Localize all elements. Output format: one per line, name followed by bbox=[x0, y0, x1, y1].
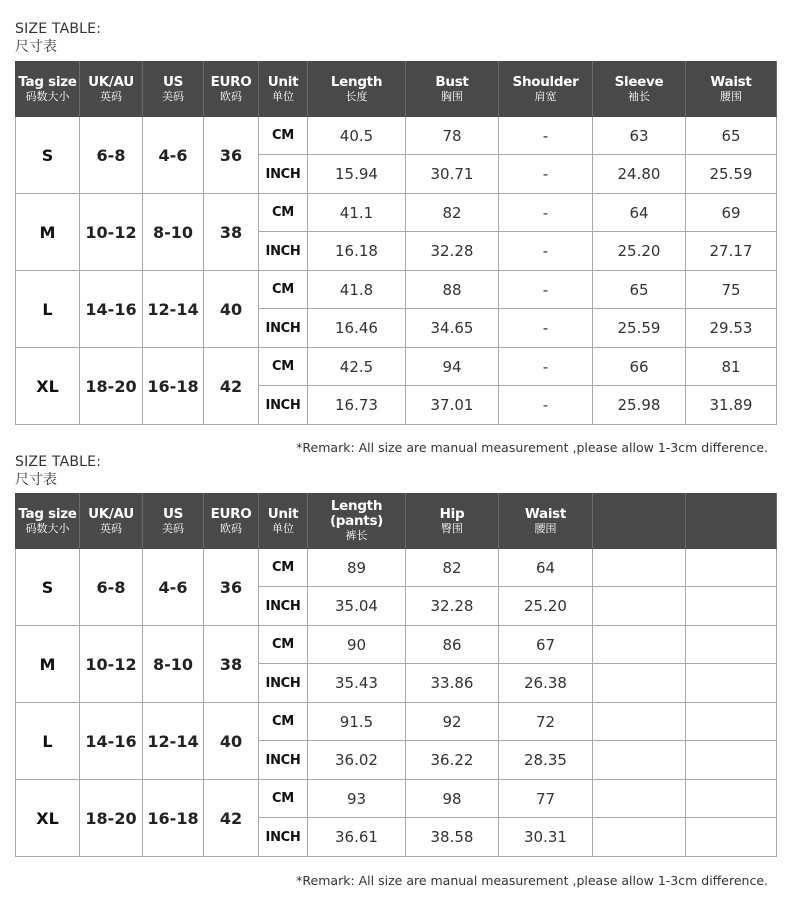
euro-size-cell: 40 bbox=[204, 271, 259, 348]
measurement-cell: - bbox=[499, 386, 593, 425]
unit-cell: CM bbox=[259, 194, 308, 232]
header-en: Bust bbox=[435, 73, 469, 90]
measurement-cell bbox=[593, 741, 686, 780]
header-cn: 腰围 bbox=[720, 89, 742, 103]
measurement-cell: 90 bbox=[308, 626, 406, 664]
unit-cell: INCH bbox=[259, 664, 308, 703]
header-en: UK/AU bbox=[88, 505, 134, 522]
column-header bbox=[259, 494, 308, 549]
header-row bbox=[16, 494, 777, 549]
uk-size-cell: 18-20 bbox=[80, 348, 143, 425]
measurement-cell bbox=[593, 818, 686, 857]
uk-size-cell: 14-16 bbox=[80, 703, 143, 780]
measurement-cell: 75 bbox=[686, 271, 777, 309]
header-en: Waist bbox=[710, 73, 752, 90]
header-en: EURO bbox=[210, 73, 252, 90]
title-en: SIZE TABLE: bbox=[15, 21, 102, 37]
tag-size-cell: S bbox=[16, 117, 80, 194]
measurement-cell: 35.04 bbox=[308, 587, 406, 626]
measurement-cell: - bbox=[499, 117, 593, 155]
title-cn: 尺寸表 bbox=[15, 472, 57, 488]
measurement-cell: 32.28 bbox=[406, 232, 499, 271]
unit-cell: CM bbox=[259, 271, 308, 309]
measurement-cell bbox=[593, 587, 686, 626]
measurement-cell: 94 bbox=[406, 348, 499, 386]
table-row bbox=[16, 626, 777, 664]
measurement-cell: 15.94 bbox=[308, 155, 406, 194]
measurement-cell: 35.43 bbox=[308, 664, 406, 703]
column-header bbox=[686, 494, 777, 549]
column-header bbox=[406, 494, 499, 549]
measurement-cell: 88 bbox=[406, 271, 499, 309]
table-row bbox=[16, 549, 777, 587]
unit-cell: INCH bbox=[259, 741, 308, 780]
unit-cell: CM bbox=[259, 780, 308, 818]
header-cn: 长度 bbox=[345, 89, 368, 103]
column-header bbox=[16, 494, 80, 549]
measurement-cell: 36.22 bbox=[406, 741, 499, 780]
measurement-cell bbox=[593, 626, 686, 664]
header-cn: 袖长 bbox=[628, 89, 650, 103]
uk-size-cell: 10-12 bbox=[80, 626, 143, 703]
measurement-cell: 77 bbox=[499, 780, 593, 818]
euro-size-cell: 40 bbox=[204, 703, 259, 780]
measurement-cell: 81 bbox=[686, 348, 777, 386]
euro-size-cell: 36 bbox=[204, 117, 259, 194]
measurement-cell: 93 bbox=[308, 780, 406, 818]
unit-cell: INCH bbox=[259, 232, 308, 271]
header-en: Unit bbox=[267, 73, 299, 90]
euro-size-cell: 38 bbox=[204, 626, 259, 703]
measurement-cell: 31.89 bbox=[686, 386, 777, 425]
measurement-cell: - bbox=[499, 271, 593, 309]
measurement-cell: 29.53 bbox=[686, 309, 777, 348]
tag-size-cell: L bbox=[16, 271, 80, 348]
measurement-cell: - bbox=[499, 309, 593, 348]
measurement-cell: 98 bbox=[406, 780, 499, 818]
header-cn: 臀围 bbox=[441, 521, 463, 535]
table-row bbox=[16, 780, 777, 818]
measurement-cell: 82 bbox=[406, 194, 499, 232]
measurement-cell: 33.86 bbox=[406, 664, 499, 703]
unit-cell: INCH bbox=[259, 155, 308, 194]
measurement-cell: 65 bbox=[686, 117, 777, 155]
header-cn: 腰围 bbox=[534, 521, 557, 535]
measurement-cell bbox=[686, 818, 777, 857]
measurement-cell: 37.01 bbox=[406, 386, 499, 425]
tag-size-cell: M bbox=[16, 194, 80, 271]
table-row bbox=[16, 703, 777, 741]
measurement-cell: 78 bbox=[406, 117, 499, 155]
measurement-cell bbox=[593, 549, 686, 587]
column-header bbox=[499, 494, 593, 549]
header-cn: 单位 bbox=[272, 521, 294, 535]
column-header bbox=[308, 494, 406, 549]
measurement-cell bbox=[593, 780, 686, 818]
measurement-cell: 16.46 bbox=[308, 309, 406, 348]
tag-size-cell: S bbox=[16, 549, 80, 626]
header-cn: 单位 bbox=[272, 89, 294, 103]
header-cn: 肩宽 bbox=[534, 89, 557, 103]
header-cn: 英码 bbox=[100, 89, 122, 103]
euro-size-cell: 38 bbox=[204, 194, 259, 271]
measurement-cell: 25.98 bbox=[593, 386, 686, 425]
measurement-cell bbox=[593, 703, 686, 741]
euro-size-cell: 36 bbox=[204, 549, 259, 626]
measurement-cell: 26.38 bbox=[499, 664, 593, 703]
header-cn: 美码 bbox=[162, 521, 184, 535]
tag-size-cell: M bbox=[16, 626, 80, 703]
measurement-cell: 69 bbox=[686, 194, 777, 232]
measurement-cell: 24.80 bbox=[593, 155, 686, 194]
us-size-cell: 16-18 bbox=[143, 780, 204, 857]
uk-size-cell: 6-8 bbox=[80, 117, 143, 194]
tag-size-cell: XL bbox=[16, 780, 80, 857]
uk-size-cell: 6-8 bbox=[80, 549, 143, 626]
measurement-cell: - bbox=[499, 348, 593, 386]
measurement-cell bbox=[686, 741, 777, 780]
measurement-cell: 42.5 bbox=[308, 348, 406, 386]
header-en: Waist bbox=[524, 505, 567, 522]
remark-note: *Remark: All size are manual measurement ,please allow 1-3cm difference. bbox=[296, 440, 768, 455]
header-en: Shoulder bbox=[512, 73, 579, 90]
column-header bbox=[204, 494, 259, 549]
us-size-cell: 4-6 bbox=[143, 549, 204, 626]
measurement-cell: 34.65 bbox=[406, 309, 499, 348]
measurement-cell bbox=[686, 780, 777, 818]
title-en: SIZE TABLE: bbox=[15, 454, 102, 470]
measurement-cell: 28.35 bbox=[499, 741, 593, 780]
header-en: UK/AU bbox=[88, 73, 134, 90]
header-en: Length (pants) bbox=[329, 498, 384, 529]
title-cn: 尺寸表 bbox=[15, 39, 57, 55]
measurement-cell: 89 bbox=[308, 549, 406, 587]
tag-size-cell: XL bbox=[16, 348, 80, 425]
header-cn: 英码 bbox=[100, 521, 122, 535]
measurement-cell bbox=[686, 664, 777, 703]
measurement-cell: 86 bbox=[406, 626, 499, 664]
measurement-cell: 32.28 bbox=[406, 587, 499, 626]
measurement-cell: 25.59 bbox=[686, 155, 777, 194]
measurement-cell: 64 bbox=[499, 549, 593, 587]
header-en: Sleeve bbox=[614, 73, 664, 90]
measurement-cell bbox=[686, 703, 777, 741]
unit-cell: CM bbox=[259, 703, 308, 741]
unit-cell: INCH bbox=[259, 386, 308, 425]
remark-note: *Remark: All size are manual measurement ,please allow 1-3cm difference. bbox=[296, 873, 768, 888]
unit-cell: INCH bbox=[259, 587, 308, 626]
measurement-cell: 36.02 bbox=[308, 741, 406, 780]
header-en: Unit bbox=[267, 505, 299, 522]
unit-cell: CM bbox=[259, 348, 308, 386]
measurement-cell: 63 bbox=[593, 117, 686, 155]
unit-cell: CM bbox=[259, 549, 308, 587]
header-en: Tag size bbox=[18, 73, 77, 90]
unit-cell: INCH bbox=[259, 309, 308, 348]
measurement-cell: 66 bbox=[593, 348, 686, 386]
header-en: US bbox=[162, 505, 184, 522]
us-size-cell: 8-10 bbox=[143, 194, 204, 271]
uk-size-cell: 18-20 bbox=[80, 780, 143, 857]
header-cn: 欧码 bbox=[220, 89, 242, 103]
us-size-cell: 8-10 bbox=[143, 626, 204, 703]
unit-cell: CM bbox=[259, 117, 308, 155]
measurement-cell: 25.20 bbox=[499, 587, 593, 626]
measurement-cell: 91.5 bbox=[308, 703, 406, 741]
measurement-cell: 64 bbox=[593, 194, 686, 232]
measurement-cell: 16.73 bbox=[308, 386, 406, 425]
measurement-cell: 72 bbox=[499, 703, 593, 741]
size-table bbox=[15, 493, 777, 857]
measurement-cell: - bbox=[499, 194, 593, 232]
column-header bbox=[143, 494, 204, 549]
column-header bbox=[593, 494, 686, 549]
unit-cell: CM bbox=[259, 626, 308, 664]
measurement-cell: 16.18 bbox=[308, 232, 406, 271]
measurement-cell: 40.5 bbox=[308, 117, 406, 155]
us-size-cell: 12-14 bbox=[143, 271, 204, 348]
measurement-cell: 67 bbox=[499, 626, 593, 664]
section-title bbox=[15, 453, 101, 489]
measurement-cell: 25.20 bbox=[593, 232, 686, 271]
measurement-cell: 41.8 bbox=[308, 271, 406, 309]
measurement-cell: 41.1 bbox=[308, 194, 406, 232]
measurement-cell bbox=[593, 664, 686, 703]
measurement-cell bbox=[686, 626, 777, 664]
us-size-cell: 4-6 bbox=[143, 117, 204, 194]
measurement-cell: 25.59 bbox=[593, 309, 686, 348]
header-en: Tag size bbox=[18, 505, 77, 522]
measurement-cell: - bbox=[499, 232, 593, 271]
measurement-cell: 65 bbox=[593, 271, 686, 309]
header-en: Hip bbox=[439, 505, 465, 522]
unit-cell: INCH bbox=[259, 818, 308, 857]
header-cn: 胸围 bbox=[441, 89, 463, 103]
measurement-cell: 30.31 bbox=[499, 818, 593, 857]
us-size-cell: 12-14 bbox=[143, 703, 204, 780]
header-cn: 欧码 bbox=[220, 521, 242, 535]
column-header bbox=[80, 494, 143, 549]
measurement-cell bbox=[686, 587, 777, 626]
header-cn: 码数大小 bbox=[25, 521, 70, 535]
us-size-cell: 16-18 bbox=[143, 348, 204, 425]
header-cn: 美码 bbox=[162, 89, 184, 103]
measurement-cell: 82 bbox=[406, 549, 499, 587]
header-cn: 裤长 bbox=[345, 529, 368, 542]
euro-size-cell: 42 bbox=[204, 348, 259, 425]
header-cn: 码数大小 bbox=[25, 89, 70, 103]
euro-size-cell: 42 bbox=[204, 780, 259, 857]
header-en: EURO bbox=[210, 505, 252, 522]
uk-size-cell: 10-12 bbox=[80, 194, 143, 271]
measurement-cell: 38.58 bbox=[406, 818, 499, 857]
uk-size-cell: 14-16 bbox=[80, 271, 143, 348]
tag-size-cell: L bbox=[16, 703, 80, 780]
measurement-cell bbox=[686, 549, 777, 587]
measurement-cell: 27.17 bbox=[686, 232, 777, 271]
measurement-cell: 92 bbox=[406, 703, 499, 741]
measurement-cell: 30.71 bbox=[406, 155, 499, 194]
measurement-cell: - bbox=[499, 155, 593, 194]
header-en: US bbox=[162, 73, 184, 90]
header-en: Length bbox=[330, 73, 383, 90]
measurement-cell: 36.61 bbox=[308, 818, 406, 857]
